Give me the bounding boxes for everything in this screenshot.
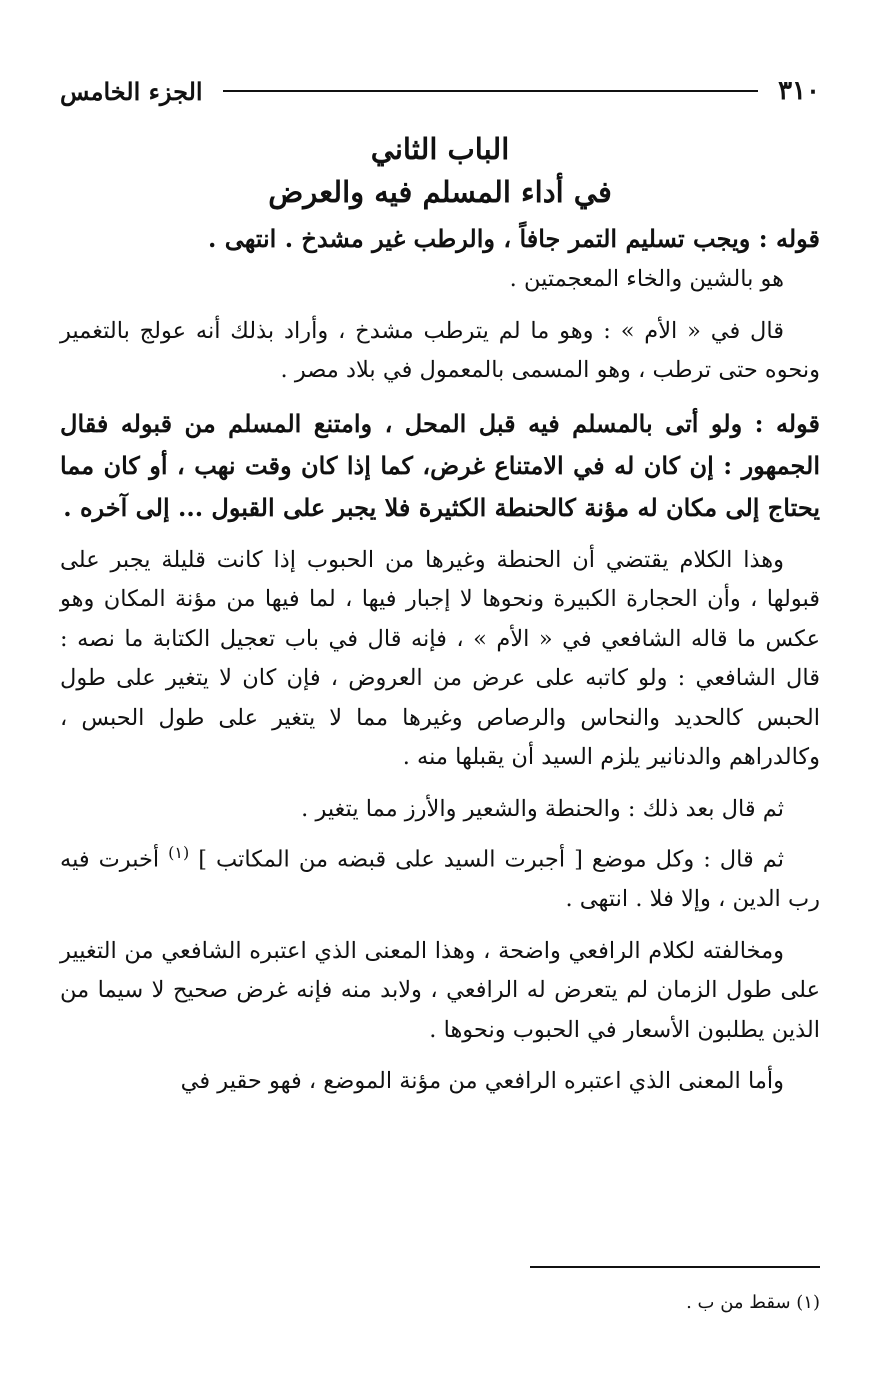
- paragraph-2: هو بالشين والخاء المعجمتين .: [509, 266, 784, 292]
- paragraph-7-text: ثم قال : وكل موضع [ أجبرت السيد على قبضه من المكاتب ]: [198, 846, 785, 873]
- paragraph-6: ثم قال بعد ذلك : والحنطة والشعير والأرز مما يتغير .: [301, 795, 784, 822]
- paragraph-7: [60, 833, 820, 920]
- paragraph-8: ومخالفته لكلام الرافعي واضحة ، وهذا المعنى الذي اعتبره الشافعي من التغيير على طول الزمان لم يتعرض له الرافعي ، ولابد منه فإنه غرض صحيح لا سيما من الذين يطلبون الأسعار في الحبوب ونحوها .: [60, 937, 820, 1043]
- paragraph-quote-4: قوله : ولو أتى بالمسلم فيه قبل المحل ، وامتنع المسلم من قبوله فقال الجمهور : إن كان له في الامتناع غرض، كما إذا كان وقت نهب ، أو كان مما يحتاج إلى مكان له مؤنة كالحنطة الكثيرة فلا يجبر على القبول ... إلى آخره .: [60, 408, 820, 522]
- chapter-title: الباب الثاني: [370, 132, 510, 166]
- footnote-rule: [530, 1266, 820, 1268]
- header-rule: [223, 90, 759, 92]
- running-header: [60, 70, 820, 112]
- paragraph-7-continuation: أخبرت فيه رب الدين ، وإلا فلا . انتهى .: [60, 846, 820, 912]
- footnote-marker: (١): [168, 843, 190, 862]
- chapter-subtitle: في أداء المسلم فيه والعرض: [268, 175, 612, 209]
- part-title: الجزء الخامس: [60, 76, 203, 106]
- page-number: ٣١٠: [778, 76, 820, 106]
- footnote: (١) سقط من ب .: [686, 1292, 820, 1313]
- paragraph-5: وهذا الكلام يقتضي أن الحنطة وغيرها من الحبوب إذا كانت قليلة يجبر على قبولها ، وأن الحجارة الكبيرة ونحوها لا إجبار فيها ، لما فيها من مؤنة المكان وهو عكس ما قاله الشافعي في « الأم » ، فإنه قال في باب تعجيل الكتابة ما نصه : قال الشافعي : ولو كاتبه على عرض من العروض ، فإن كان لا يتغير على طول الحبس كالحديد والنحاس والرصاص وغيرها مما لا يتغير على طول الحبس ، وكالدراهم والدنانير يلزم السيد أن يقبلها منه .: [60, 546, 820, 770]
- paragraph-3: قال في « الأم » : وهو ما لم يترطب مشدخ ، وأراد بذلك أنه عولج بالتغمير ونحوه حتى ترطب ، وهو المسمى بالمعمول في بلاد مصر .: [60, 317, 820, 383]
- paragraph-9: وأما المعنى الذي اعتبره الرافعي من مؤنة الموضع ، فهو حقير في: [180, 1068, 784, 1094]
- paragraph-quote-1: قوله : ويجب تسليم التمر جافاً ، والرطب غير مشدخ . انتهى .: [207, 224, 820, 253]
- book-page: [60, 70, 820, 1370]
